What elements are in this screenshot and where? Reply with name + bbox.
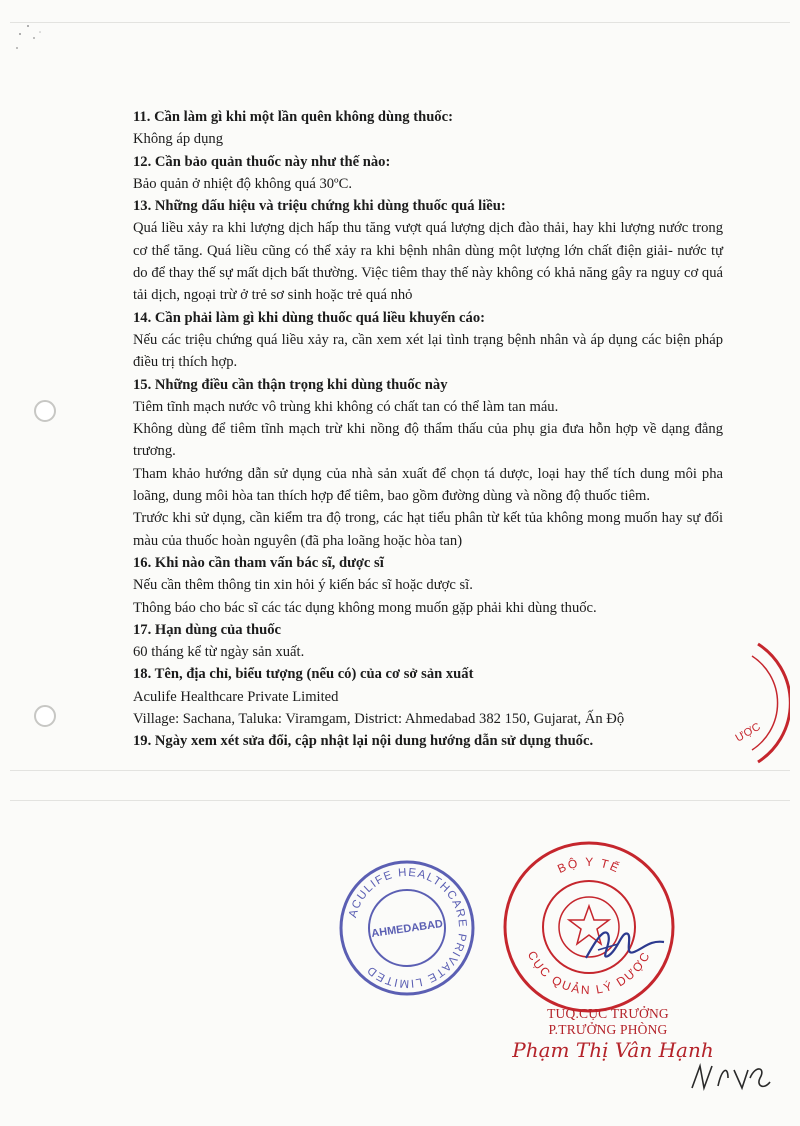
- scan-line: [10, 770, 790, 771]
- company-stamp: [337, 858, 477, 998]
- section-heading: 16. Khi nào cần tham vấn bác sĩ, dược sĩ: [133, 554, 384, 571]
- leaflet-content: [133, 106, 723, 753]
- signature-title-line2: P.TRƯỞNG PHÒNG: [548, 1022, 668, 1037]
- section-paragraph: Quá liều xảy ra khi lượng dịch hấp thu tăng vượt quá lượng dịch đào thải, hay khi lượng nước trong cơ thể tăng. Quá liều cũng có thể xảy ra khi bệnh nhân dùng một lượng lớn chất điện giải- nước tự do để thay thế sự mất dịch bất thường. Việc tiêm thay thế này không có khả năng gây ra nguy cơ quá tải dịch, ngoại trừ ở trẻ sơ sinh hoặc trẻ quá nhỏ: [133, 220, 723, 304]
- section-paragraph: Trước khi sử dụng, cần kiểm tra độ trong, các hạt tiểu phân từ kết tủa không mong muốn hay sự đổi màu của thuốc hoàn nguyên (đã pha loãng hoặc hòa tan): [133, 510, 723, 549]
- section-heading: 19. Ngày xem xét sửa đổi, cập nhật lại nội dung hướng dẫn sử dụng thuốc.: [133, 733, 594, 750]
- signature-mark: [578, 920, 668, 972]
- section-paragraph: Tiêm tĩnh mạch nước vô trùng khi không có chất tan có thể làm tan máu.: [133, 398, 559, 415]
- section-paragraph: Không dùng để tiêm tĩnh mạch trừ khi nồng độ thẩm thấu của phụ gia đưa hỗn hợp về dạng đẳng trương.: [133, 421, 723, 460]
- section-heading: 12. Cần bảo quản thuốc này như thế nào:: [133, 153, 391, 170]
- scan-line: [10, 800, 790, 801]
- section-heading: 15. Những điều cần thận trọng khi dùng thuốc này: [133, 376, 448, 393]
- scan-line: [10, 22, 790, 23]
- section-paragraph: Không áp dụng: [133, 131, 223, 148]
- company-stamp-ring-text: ACULIFE HEALTHCARE PRIVATE LIMITED: [347, 866, 469, 990]
- punch-hole: [34, 705, 56, 727]
- section-paragraph: Village: Sachana, Taluka: Viramgam, District: Ahmedabad 382 150, Gujarat, Ấn Độ: [133, 711, 625, 728]
- signatory-name: Phạm Thị Vân Hạnh: [512, 1038, 714, 1062]
- section-heading: 14. Cần phải làm gì khi dùng thuốc quá liều khuyến cáo:: [133, 309, 485, 326]
- edge-stamp-fragment: [718, 638, 790, 768]
- company-stamp-center-text: AHMEDABAD: [370, 918, 444, 940]
- section-paragraph: Nếu các triệu chứng quá liều xảy ra, cần xem xét lại tình trạng bệnh nhân và áp dụng các biện pháp điều trị thích hợp.: [133, 331, 723, 371]
- handwritten-initials: [688, 1058, 772, 1098]
- section-heading: 18. Tên, địa chỉ, biểu tượng (nếu có) của cơ sở sản xuất: [133, 666, 474, 683]
- section-heading: 11. Cần làm gì khi một lần quên không dùng thuốc:: [133, 109, 453, 125]
- section-paragraph: Aculife Healthcare Private Limited: [133, 688, 339, 705]
- section-paragraph: Tham khảo hướng dẫn sử dụng của nhà sản xuất để chọn tá dược, loại hay thể tích dung môi pha loãng, dung môi hòa tan thích hợp để tiêm, bao gồm đường dùng và nồng độ thuốc tiêm.: [133, 465, 723, 505]
- signature-title-line1: TUQ.CỤC TRƯỞNG: [547, 1006, 669, 1021]
- edge-stamp-text: ƯỢC: [733, 720, 763, 745]
- official-stamp-bottom-text: CỤC QUẢN LÝ DƯỢC: [524, 948, 654, 998]
- official-stamp-top-text: BỘ Y TẾ: [555, 854, 623, 876]
- section-paragraph: Thông báo cho bác sĩ các tác dụng không mong muốn gặp phải khi dùng thuốc.: [133, 599, 597, 616]
- section-heading: 13. Những dấu hiệu và triệu chứng khi dùng thuốc quá liều:: [133, 198, 506, 215]
- section-heading: 17. Hạn dùng của thuốc: [133, 621, 282, 638]
- svg-text:BỘ Y TẾ: [555, 855, 623, 876]
- punch-hole: [34, 400, 56, 422]
- section-paragraph: Nếu cần thêm thông tin xin hỏi ý kiến bác sĩ hoặc dược sĩ.: [133, 577, 473, 594]
- section-paragraph: 60 tháng kể từ ngày sản xuất.: [133, 644, 305, 661]
- section-paragraph: Bảo quản ở nhiệt độ không quá 30ºC.: [133, 175, 352, 192]
